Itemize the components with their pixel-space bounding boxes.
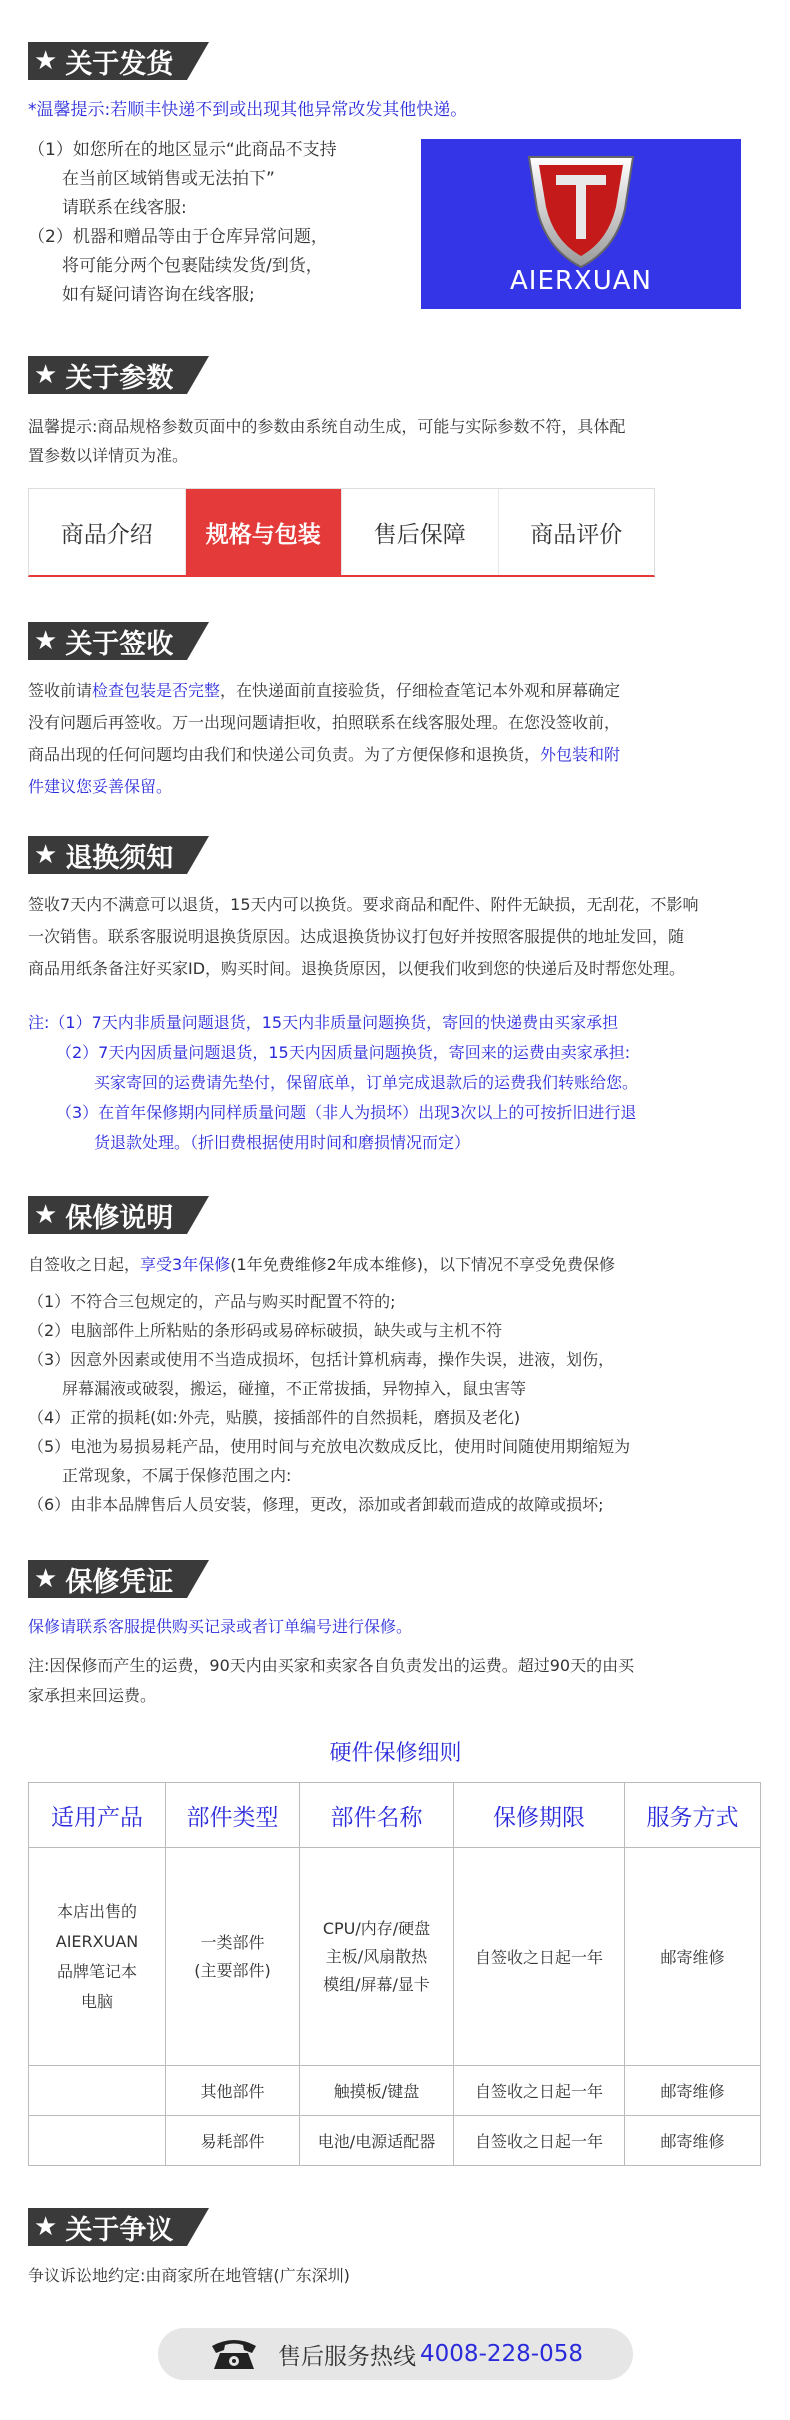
table-header-row (29, 1783, 761, 1848)
section-title-text: 退换须知 (65, 842, 174, 874)
star-icon: ★ (34, 626, 58, 656)
table-cell (29, 2116, 166, 2166)
table-header: 适用产品 (29, 1783, 166, 1848)
list-item: 如有疑问请咨询在线客服; (62, 285, 255, 305)
table-cell: 触摸板/键盘 (300, 2066, 454, 2116)
text-span: (1年免费维修2年成本维修)，以下情况不享受免费保修 (230, 1255, 616, 1274)
list-item: （3）因意外因素或使用不当造成损坏，包括计算机病毒，操作失误，进液，划伤， (28, 1350, 615, 1369)
list-item: （4）正常的损耗(如:外壳，贴膜，接插部件的自然损耗，磨损及老化) (28, 1408, 521, 1427)
shipping-tip: *温馨提示:若顺丰快递不到或出现其他异常改发其他快递。 (28, 100, 468, 120)
star-icon: ★ (34, 1200, 58, 1230)
section-title-shipping (28, 42, 209, 80)
list-item: 将可能分两个包裹陆续发货/到货， (62, 256, 323, 276)
note-item: 买家寄回的运费请先垫付，保留底单，订单完成退款后的运费我们转账给您。 (94, 1073, 639, 1092)
note-item: 注:（1）7天内非质量问题退货，15天内非质量问题换货，寄回的快递费由买家承担 (28, 1013, 619, 1032)
params-line: 置参数以详情页为准。 (28, 446, 189, 465)
hotline-label: 售后服务热线 (278, 2343, 417, 2370)
table-header: 部件名称 (300, 1783, 454, 1848)
cell-line: AIERXUAN (55, 1931, 139, 1951)
star-icon: ★ (34, 2212, 58, 2242)
cell-line: 本店出售的 (56, 1901, 137, 1921)
warranty-table (28, 1782, 761, 2166)
voucher-blue-line: 保修请联系客服提供购买记录或者订单编号进行保修。 (28, 1617, 413, 1636)
section-title-text: 关于参数 (65, 362, 174, 394)
list-item: 屏幕漏液或破裂，搬运，碰撞，不正常拔插，异物掉入，鼠虫害等 (62, 1379, 527, 1398)
cell-line: 模组/屏幕/显卡 (323, 1974, 430, 1994)
hotline-bar[interactable] (158, 2328, 633, 2380)
cell-line: 品牌笔记本 (56, 1961, 137, 1981)
brand-logo (421, 139, 741, 309)
text-highlight: 享受3年保修 (140, 1255, 231, 1274)
table-header: 服务方式 (625, 1783, 761, 1848)
logo-text: AIERXUAN (509, 266, 653, 296)
text-line: 没有问题后再签收。万一出现问题请拒收，拍照联系在线客服处理。在您没签收前， (28, 713, 621, 732)
voucher-note (28, 1651, 763, 1711)
text-span: 商品出现的任何问题均由我们和快递公司负责。为了方便保修和退换货， (28, 745, 541, 764)
section-title-text: 关于争议 (65, 2214, 174, 2246)
table-cell (166, 1848, 300, 2066)
text-line: 商品用纸条备注好买家ID，购买时间。退换货原因，以便我们收到您的快递后及时帮您处理。 (28, 959, 686, 978)
phone-icon (208, 2336, 260, 2372)
section-title-text: 保修说明 (65, 1202, 174, 1234)
star-icon: ★ (34, 360, 58, 390)
tab-product-intro[interactable]: 商品介绍 (29, 489, 186, 575)
table-cell (29, 2066, 166, 2116)
warranty-text (28, 1250, 763, 1519)
tab-spec-package[interactable]: 规格与包装 (186, 489, 343, 575)
list-item: （5）电池为易损易耗产品，使用时间与充放电次数成反比，使用时间随使用期缩短为 (28, 1437, 631, 1456)
tab-reviews[interactable]: 商品评价 (530, 521, 623, 548)
params-line: 温馨提示:商品规格参数页面中的参数由系统自动生成，可能与实际参数不符，具体配 (28, 417, 626, 436)
note-item: 货退款处理。（折旧费根据使用时间和磨损情况而定） (94, 1133, 471, 1152)
tab-bar (28, 488, 655, 577)
list-item: 请联系在线客服: (62, 198, 187, 218)
returns-notes (28, 1008, 763, 1158)
text-span: ，在快递面前直接验货，仔细检查笔记本外观和屏幕确定 (220, 681, 621, 700)
table-cell: 邮寄维修 (625, 2066, 761, 2116)
section-title-voucher (28, 1560, 209, 1598)
table-header: 部件类型 (166, 1783, 300, 1848)
table-cell: 自签收之日起一年 (454, 2116, 625, 2166)
star-icon: ★ (34, 1564, 58, 1594)
text-highlight: 检查包装是否完整 (92, 681, 221, 700)
table-row (29, 1848, 761, 2066)
table-cell: 自签收之日起一年 (454, 1848, 625, 2066)
table-header: 保修期限 (454, 1783, 625, 1848)
table-row (29, 2116, 761, 2166)
section-title-returns (28, 836, 209, 874)
cell-line: 主板/风扇散热 (325, 1946, 428, 1966)
section-title-text: 关于发货 (65, 48, 174, 80)
table-cell: 邮寄维修 (625, 1848, 761, 2066)
table-cell: 电池/电源适配器 (300, 2116, 454, 2166)
list-item: （2）电脑部件上所粘贴的条形码或易碎标破损，缺失或与主机不符 (28, 1321, 503, 1340)
table-cell (300, 1848, 454, 2066)
table-cell: 自签收之日起一年 (454, 2066, 625, 2116)
section-title-text: 关于签收 (65, 628, 174, 660)
note-item: （3）在首年保修期内同样质量问题（非人为损坏）出现3次以上的可按折旧进行退 (56, 1103, 637, 1122)
text-line: 家承担来回运费。 (28, 1686, 157, 1705)
text-line: 注:因保修而产生的运费，90天内由买家和卖家各自负责发出的运费。超过90天的由买 (28, 1656, 635, 1675)
returns-text (28, 889, 763, 985)
cell-line: (主要部件) (194, 1960, 271, 1980)
note-item: （2）7天内因质量问题退货，15天内因质量问题换货，寄回来的运费由卖家承担: (56, 1043, 631, 1062)
text-line: 签收7天内不满意可以退货，15天内可以换货。要求商品和配件、附件无缺损，无刮花，不影响 (28, 895, 699, 914)
params-text (28, 412, 763, 470)
cell-line: 电脑 (80, 1991, 113, 2011)
cell-line: 一类部件 (200, 1932, 265, 1952)
section-title-signing (28, 622, 209, 660)
table-cell: 其他部件 (166, 2066, 300, 2116)
list-item: 正常现象，不属于保修范围之内: (62, 1466, 292, 1485)
list-item: （6）由非本品牌售后人员安装，修理，更改，添加或者卸载而造成的故障或损坏; (28, 1495, 604, 1514)
star-icon: ★ (34, 46, 58, 76)
text-highlight: 件建议您妥善保留。 (28, 777, 173, 796)
table-row (29, 2066, 761, 2116)
signing-text (28, 675, 763, 803)
section-title-dispute (28, 2208, 209, 2246)
text-span: 签收前请 (28, 681, 93, 700)
hotline-number[interactable]: 4008-228-058 (420, 2341, 583, 2367)
list-item: （1）如您所在的地区显示“此商品不支持 (28, 140, 337, 160)
text-span: 自签收之日起， (28, 1255, 141, 1274)
table-cell: 易耗部件 (166, 2116, 300, 2166)
cell-line: CPU/内存/硬盘 (322, 1918, 431, 1938)
list-item: （1）不符合三包规定的，产品与购买时配置不符的; (28, 1292, 396, 1311)
table-title: 硬件保修细则 (329, 1741, 462, 1766)
star-icon: ★ (34, 840, 58, 870)
tab-after-sales[interactable]: 售后保障 (342, 489, 499, 575)
section-title-params (28, 356, 209, 394)
text-line: 一次销售。联系客服说明退换货原因。达成退换货协议打包好并按照客服提供的地址发回，随 (28, 927, 685, 946)
section-title-warranty (28, 1196, 209, 1234)
table-cell-product (29, 1848, 166, 2066)
dispute-text: 争议诉讼地约定:由商家所在地管辖(广东深圳) (28, 2266, 350, 2285)
section-title-text: 保修凭证 (65, 1566, 174, 1598)
text-highlight: 外包装和附 (540, 745, 621, 764)
list-item: （2）机器和赠品等由于仓库异常问题， (28, 227, 328, 247)
table-cell: 邮寄维修 (625, 2116, 761, 2166)
list-item: 在当前区域销售或无法拍下” (62, 169, 275, 189)
shipping-list (28, 136, 418, 310)
